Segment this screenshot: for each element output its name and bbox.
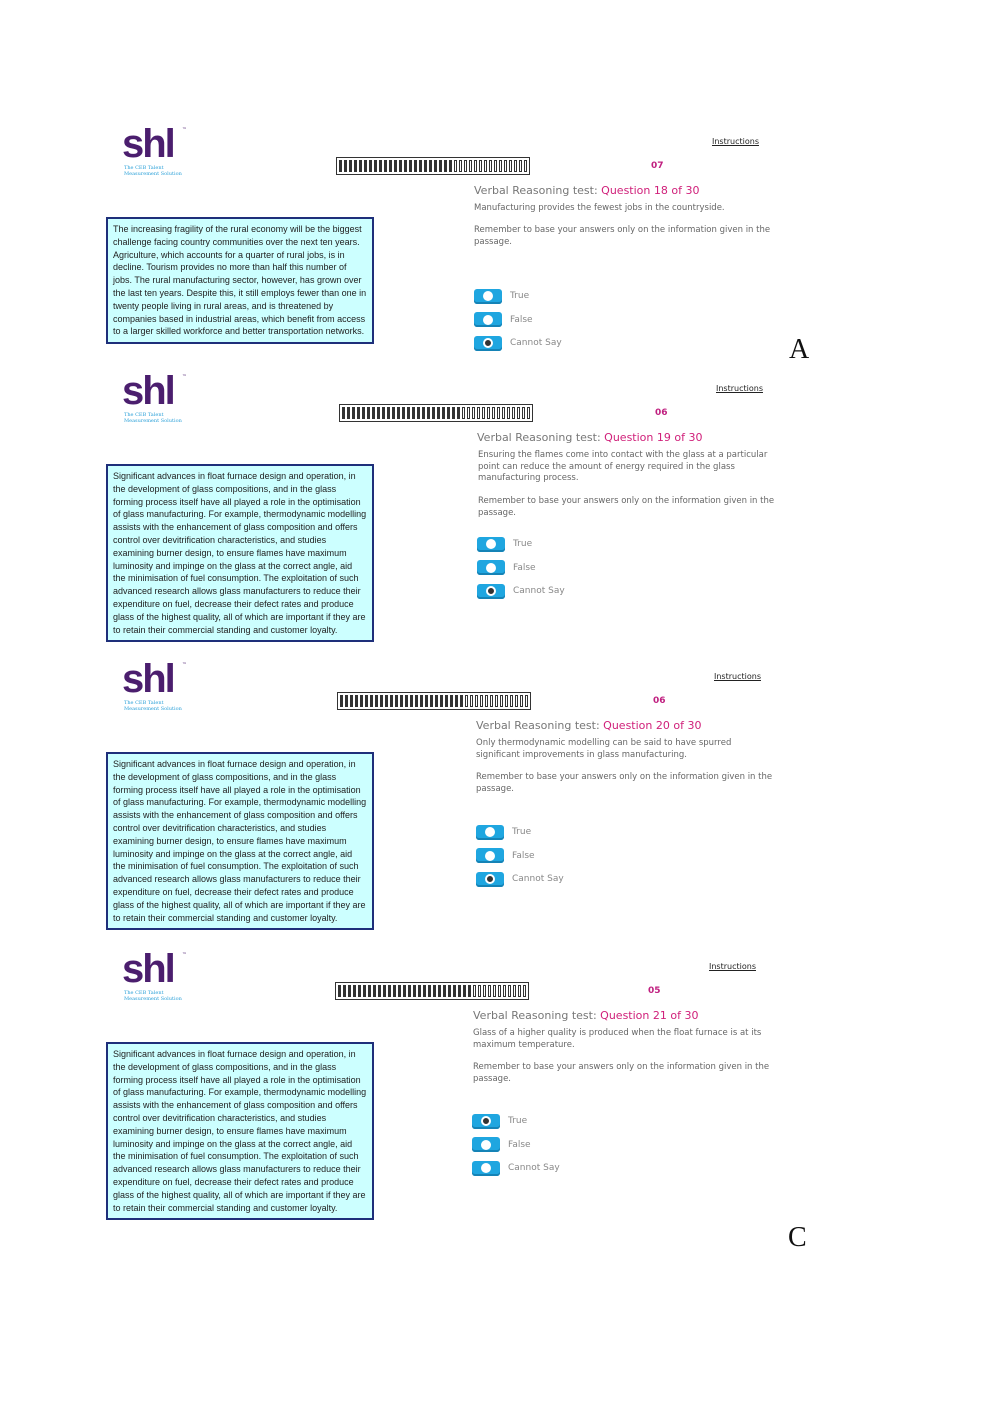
answer-options xyxy=(474,288,562,359)
progress-tick xyxy=(372,407,375,419)
time-remaining: 06 xyxy=(655,408,668,418)
progress-tick xyxy=(342,407,345,419)
question-number: Question 20 of 30 xyxy=(603,719,702,732)
progress-tick xyxy=(349,160,352,172)
progress-tick xyxy=(399,160,402,172)
radio-dot-icon xyxy=(486,563,496,573)
progress-tick xyxy=(398,985,401,997)
progress-tick xyxy=(437,407,440,419)
progress-tick xyxy=(515,695,518,707)
option-label: True xyxy=(508,1116,528,1126)
progress-bar xyxy=(339,404,533,422)
progress-tick xyxy=(520,695,523,707)
progress-tick xyxy=(429,160,432,172)
radio-button[interactable] xyxy=(477,560,505,575)
progress-tick xyxy=(469,160,472,172)
progress-tick xyxy=(512,407,515,419)
option-true[interactable] xyxy=(476,824,564,840)
progress-tick xyxy=(443,985,446,997)
radio-button[interactable] xyxy=(474,312,502,327)
progress-tick xyxy=(387,407,390,419)
question-statement: Ensuring the flames come into contact with the glass at a particular point can reduce the amount of energy required in the glass manufacturing process. xyxy=(478,450,768,483)
progress-tick xyxy=(508,985,511,997)
radio-dot-icon xyxy=(483,291,493,301)
progress-tick xyxy=(475,695,478,707)
progress-tick xyxy=(454,160,457,172)
reminder-text: Remember to base your answers only on the information given in the passage. xyxy=(476,772,773,794)
progress-tick xyxy=(414,160,417,172)
logo-tagline: The CEB Talent Measurement Solution xyxy=(124,700,182,712)
radio-dot-icon xyxy=(483,315,493,325)
radio-button[interactable] xyxy=(472,1137,500,1152)
progress-tick xyxy=(402,407,405,419)
progress-tick xyxy=(503,985,506,997)
option-label: False xyxy=(513,562,536,573)
progress-tick xyxy=(509,160,512,172)
progress-tick xyxy=(389,160,392,172)
progress-tick xyxy=(385,695,388,707)
progress-tick xyxy=(477,407,480,419)
progress-tick xyxy=(510,695,513,707)
option-label: True xyxy=(513,539,533,549)
progress-tick xyxy=(413,985,416,997)
progress-tick xyxy=(357,407,360,419)
annotation-letter: C xyxy=(788,1222,807,1253)
progress-tick xyxy=(422,407,425,419)
option-false[interactable] xyxy=(476,848,564,864)
radio-button[interactable] xyxy=(472,1114,500,1129)
progress-tick xyxy=(377,407,380,419)
progress-tick xyxy=(417,407,420,419)
progress-tick xyxy=(474,160,477,172)
question-panel xyxy=(0,657,1000,952)
answer-options xyxy=(476,824,564,895)
progress-tick xyxy=(418,985,421,997)
question-title xyxy=(474,184,699,197)
progress-tick xyxy=(340,695,343,707)
progress-tick xyxy=(347,407,350,419)
progress-tick xyxy=(430,695,433,707)
question-number: Question 21 of 30 xyxy=(600,1009,699,1022)
question-number: Question 19 of 30 xyxy=(604,431,703,444)
progress-tick xyxy=(358,985,361,997)
progress-tick xyxy=(457,407,460,419)
question-statement: Glass of a higher quality is produced when the float furnace is at its maximum temperature. xyxy=(473,1028,762,1050)
progress-tick xyxy=(524,160,527,172)
progress-tick xyxy=(379,160,382,172)
progress-tick xyxy=(339,160,342,172)
progress-tick xyxy=(368,985,371,997)
progress-tick xyxy=(460,695,463,707)
progress-tick xyxy=(514,160,517,172)
progress-tick xyxy=(492,407,495,419)
progress-tick xyxy=(409,160,412,172)
test-name: Verbal Reasoning test: xyxy=(473,1009,601,1022)
radio-dot-icon xyxy=(481,1116,491,1126)
progress-tick xyxy=(353,985,356,997)
progress-tick xyxy=(518,985,521,997)
option-cannot-say[interactable] xyxy=(477,583,565,599)
progress-tick xyxy=(373,985,376,997)
instructions-link[interactable]: Instructions xyxy=(714,672,761,681)
radio-dot-icon xyxy=(481,1140,491,1150)
progress-tick xyxy=(345,695,348,707)
radio-dot-icon xyxy=(486,586,496,596)
progress-tick xyxy=(449,160,452,172)
progress-tick xyxy=(489,160,492,172)
time-remaining: 06 xyxy=(653,696,666,706)
progress-tick xyxy=(370,695,373,707)
progress-tick xyxy=(470,695,473,707)
progress-tick xyxy=(408,985,411,997)
progress-tick xyxy=(482,407,485,419)
option-label: Cannot Say xyxy=(513,586,565,596)
progress-tick xyxy=(452,407,455,419)
progress-tick xyxy=(522,407,525,419)
progress-tick xyxy=(419,160,422,172)
option-label: Cannot Say xyxy=(510,338,562,348)
radio-dot-icon xyxy=(486,539,496,549)
logo-text: shl xyxy=(122,122,174,166)
progress-tick xyxy=(467,407,470,419)
question-statement: Manufacturing provides the fewest jobs in the countryside. xyxy=(474,203,725,213)
progress-tick xyxy=(382,407,385,419)
progress-tick xyxy=(438,985,441,997)
progress-tick xyxy=(458,985,461,997)
progress-tick xyxy=(393,985,396,997)
logo-tm: ™ xyxy=(182,662,187,668)
logo-text: shl xyxy=(122,947,174,991)
progress-tick xyxy=(412,407,415,419)
reminder-text: Remember to base your answers only on the information given in the passage. xyxy=(478,496,775,518)
progress-tick xyxy=(384,160,387,172)
progress-tick xyxy=(363,985,366,997)
answer-options xyxy=(472,1113,560,1184)
progress-tick xyxy=(519,160,522,172)
progress-tick xyxy=(427,407,430,419)
time-remaining: 05 xyxy=(648,986,661,996)
progress-tick xyxy=(507,407,510,419)
progress-tick xyxy=(378,985,381,997)
progress-tick xyxy=(390,695,393,707)
option-label: False xyxy=(512,850,535,861)
option-cannot-say[interactable] xyxy=(472,1160,560,1176)
radio-button[interactable] xyxy=(477,537,505,552)
progress-bar xyxy=(336,157,530,175)
progress-tick xyxy=(505,695,508,707)
question-title xyxy=(473,1009,698,1022)
logo-tagline: The CEB Talent Measurement Solution xyxy=(124,990,182,1002)
progress-tick xyxy=(484,160,487,172)
progress-tick xyxy=(350,695,353,707)
progress-tick xyxy=(493,985,496,997)
progress-tick xyxy=(502,407,505,419)
test-name: Verbal Reasoning test: xyxy=(476,719,604,732)
progress-tick xyxy=(410,695,413,707)
progress-tick xyxy=(504,160,507,172)
progress-tick xyxy=(360,695,363,707)
time-remaining: 07 xyxy=(651,161,664,171)
shl-logo xyxy=(122,122,212,179)
progress-tick xyxy=(352,407,355,419)
test-name: Verbal Reasoning test: xyxy=(474,184,602,197)
progress-tick xyxy=(463,985,466,997)
reading-passage: Significant advances in float furnace design and operation, in the development of glass compositions, and in the glass forming process itself have all played a role in the optimisation of glass manufacturing. For example, thermodynamic modelling assists with the enhancement of glass composition and offers control over devitrification characteristics, and studies examining burner design, to ensure flames have maximum luminosity and impinge on the glass at the correct angle, aid the minimisation of fuel consumption. The exploitation of such advanced research allows glass manufacturers to reduce their expenditure on fuel, decrease their defect rates and produce glass of the highest quality, all of which are important if they are to retain their commercial standing and customer loyalty. xyxy=(106,1042,374,1220)
question-title xyxy=(477,431,702,444)
progress-tick xyxy=(442,407,445,419)
progress-tick xyxy=(444,160,447,172)
progress-tick xyxy=(499,160,502,172)
option-false[interactable] xyxy=(472,1137,560,1153)
logo-text: shl xyxy=(122,369,174,413)
progress-tick xyxy=(407,407,410,419)
progress-tick xyxy=(338,985,341,997)
progress-tick xyxy=(445,695,448,707)
progress-tick xyxy=(468,985,471,997)
option-cannot-say[interactable] xyxy=(476,871,564,887)
reminder-text: Remember to base your answers only on the information given in the passage. xyxy=(473,1062,770,1084)
progress-tick xyxy=(479,160,482,172)
progress-tick xyxy=(483,985,486,997)
radio-dot-icon xyxy=(485,851,495,861)
progress-tick xyxy=(447,407,450,419)
reading-passage: Significant advances in float furnace design and operation, in the development of glass compositions, and in the glass forming process itself have all played a role in the optimisation of glass manufacturing. For example, thermodynamic modelling assists with the enhancement of glass composition and offers control over devitrification characteristics, and studies examining burner design, to ensure flames have maximum luminosity and impinge on the glass at the correct angle, aid the minimisation of fuel consumption. The exploitation of such advanced research allows glass manufacturers to reduce their expenditure on fuel, decrease their defect rates and produce glass of the highest quality, all of which are important if they are to retain their commercial standing and customer loyalty. xyxy=(106,464,374,642)
progress-tick xyxy=(420,695,423,707)
progress-tick xyxy=(453,985,456,997)
progress-tick xyxy=(525,695,528,707)
progress-tick xyxy=(359,160,362,172)
progress-tick xyxy=(498,985,501,997)
progress-tick xyxy=(395,695,398,707)
progress-tick xyxy=(455,695,458,707)
progress-tick xyxy=(405,695,408,707)
radio-dot-icon xyxy=(483,338,493,348)
progress-tick xyxy=(523,985,526,997)
progress-tick xyxy=(485,695,488,707)
question-panel xyxy=(0,369,1000,664)
reminder-text: Remember to base your answers only on the information given in the passage. xyxy=(474,225,771,247)
progress-tick xyxy=(440,695,443,707)
progress-tick xyxy=(365,695,368,707)
progress-tick xyxy=(462,407,465,419)
progress-tick xyxy=(380,695,383,707)
logo-text: shl xyxy=(122,657,174,701)
answer-options xyxy=(477,536,565,607)
progress-tick xyxy=(364,160,367,172)
radio-button[interactable] xyxy=(474,336,502,351)
radio-button[interactable] xyxy=(476,872,504,887)
progress-tick xyxy=(478,985,481,997)
instructions-link[interactable]: Instructions xyxy=(716,384,763,393)
progress-tick xyxy=(374,160,377,172)
question-title xyxy=(476,719,701,732)
progress-tick xyxy=(500,695,503,707)
radio-button[interactable] xyxy=(477,584,505,599)
progress-tick xyxy=(517,407,520,419)
radio-dot-icon xyxy=(481,1163,491,1173)
logo-tagline: The CEB Talent Measurement Solution xyxy=(124,165,182,177)
progress-tick xyxy=(428,985,431,997)
progress-tick xyxy=(383,985,386,997)
progress-tick xyxy=(432,407,435,419)
progress-tick xyxy=(355,695,358,707)
progress-tick xyxy=(394,160,397,172)
logo-tm: ™ xyxy=(182,127,187,133)
progress-tick xyxy=(400,695,403,707)
option-false[interactable] xyxy=(477,560,565,576)
progress-tick xyxy=(392,407,395,419)
option-true[interactable] xyxy=(477,536,565,552)
progress-tick xyxy=(513,985,516,997)
progress-tick xyxy=(425,695,428,707)
option-label: False xyxy=(510,314,533,325)
annotation-letter: A xyxy=(789,334,810,365)
instructions-link[interactable]: Instructions xyxy=(709,962,756,971)
progress-tick xyxy=(343,985,346,997)
progress-tick xyxy=(434,160,437,172)
test-name: Verbal Reasoning test: xyxy=(477,431,605,444)
progress-bar xyxy=(337,692,531,710)
progress-tick xyxy=(348,985,351,997)
progress-tick xyxy=(397,407,400,419)
progress-tick xyxy=(423,985,426,997)
option-label: Cannot Say xyxy=(508,1163,560,1173)
option-label: Cannot Say xyxy=(512,874,564,884)
progress-tick xyxy=(459,160,462,172)
option-true[interactable] xyxy=(474,288,562,304)
shl-logo xyxy=(122,657,212,714)
radio-dot-icon xyxy=(485,874,495,884)
option-true[interactable] xyxy=(472,1113,560,1129)
progress-tick xyxy=(435,695,438,707)
progress-tick xyxy=(495,695,498,707)
radio-dot-icon xyxy=(485,827,495,837)
progress-tick xyxy=(424,160,427,172)
progress-tick xyxy=(487,407,490,419)
logo-tm: ™ xyxy=(182,374,187,380)
progress-tick xyxy=(404,160,407,172)
radio-button[interactable] xyxy=(476,825,504,840)
progress-tick xyxy=(448,985,451,997)
progress-bar xyxy=(335,982,529,1000)
progress-tick xyxy=(439,160,442,172)
progress-tick xyxy=(344,160,347,172)
progress-tick xyxy=(367,407,370,419)
progress-tick xyxy=(472,407,475,419)
progress-tick xyxy=(527,407,530,419)
option-cannot-say[interactable] xyxy=(474,335,562,351)
progress-tick xyxy=(354,160,357,172)
radio-button[interactable] xyxy=(476,848,504,863)
logo-tm: ™ xyxy=(182,952,187,958)
progress-tick xyxy=(415,695,418,707)
progress-tick xyxy=(403,985,406,997)
option-label: True xyxy=(512,827,532,837)
progress-tick xyxy=(480,695,483,707)
radio-button[interactable] xyxy=(474,289,502,304)
progress-tick xyxy=(497,407,500,419)
shl-logo xyxy=(122,947,212,1004)
progress-tick xyxy=(433,985,436,997)
progress-tick xyxy=(465,695,468,707)
logo-tagline: The CEB Talent Measurement Solution xyxy=(124,412,182,424)
progress-tick xyxy=(369,160,372,172)
shl-logo xyxy=(122,369,212,426)
progress-tick xyxy=(450,695,453,707)
reading-passage: Significant advances in float furnace design and operation, in the development of glass compositions, and in the glass forming process itself have all played a role in the optimisation of glass manufacturing. For example, thermodynamic modelling assists with the enhancement of glass composition and offers control over devitrification characteristics, and studies examining burner design, to ensure flames have maximum luminosity and impinge on the glass at the correct angle, aid the minimisation of fuel consumption. The exploitation of such advanced research allows glass manufacturers to reduce their expenditure on fuel, decrease their defect rates and produce glass of the highest quality, all of which are important if they are to retain their commercial standing and customer loyalty. xyxy=(106,752,374,930)
progress-tick xyxy=(473,985,476,997)
option-false[interactable] xyxy=(474,312,562,328)
question-panel xyxy=(0,947,1000,1253)
progress-tick xyxy=(464,160,467,172)
progress-tick xyxy=(362,407,365,419)
option-label: False xyxy=(508,1139,531,1150)
progress-tick xyxy=(388,985,391,997)
reading-passage: The increasing fragility of the rural economy will be the biggest challenge facing country communities over the next ten years. Agriculture, which accounts for a quarter of rural jobs, is in decline. Tourism provides no more than half this number of jobs. The rural manufacturing sector, however, has grown over the last ten years. Despite this, it still employs fewer than one in twenty people living in rural areas, and is threatened by companies based in industrial areas, which benefit from access to a larger skilled workforce and better transportation networks. xyxy=(106,217,374,344)
progress-tick xyxy=(494,160,497,172)
radio-button[interactable] xyxy=(472,1161,500,1176)
progress-tick xyxy=(488,985,491,997)
question-statement: Only thermodynamic modelling can be said to have spurred significant improvements in glass manufacturing. xyxy=(476,738,732,760)
instructions-link[interactable]: Instructions xyxy=(712,137,759,146)
question-number: Question 18 of 30 xyxy=(601,184,700,197)
option-label: True xyxy=(510,291,530,301)
progress-tick xyxy=(375,695,378,707)
progress-tick xyxy=(490,695,493,707)
